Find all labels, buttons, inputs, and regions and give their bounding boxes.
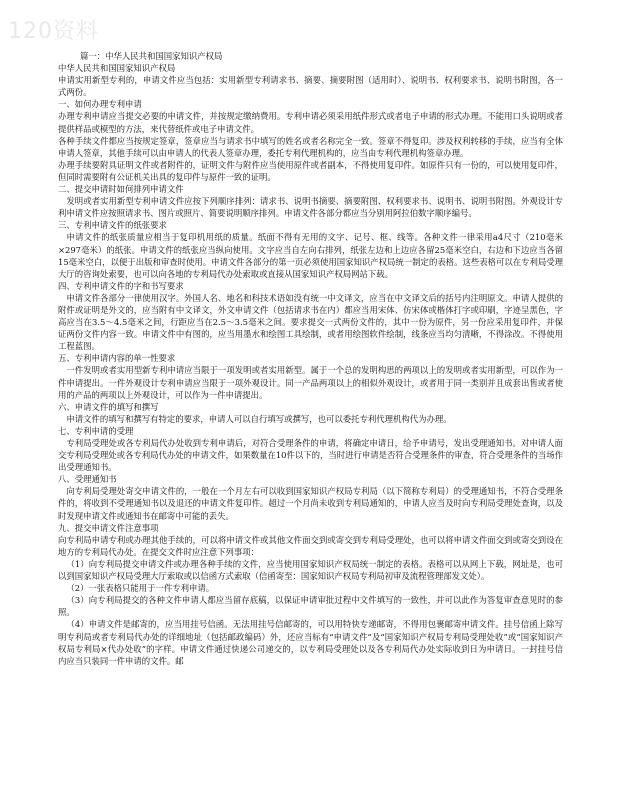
section-heading: 二、提交申请时如何排列申请文件: [58, 184, 184, 195]
section-heading: 八、受理通知书: [58, 474, 117, 485]
paragraph: 办理手续要附具证明文件或者附件的，证明文件与附件应当使用原件或者副本，不得使用复印件。如原件只有一份的，可以使用复印件，但同时需要附有公证机关出具的复印件与原件一致的证明。: [58, 159, 563, 182]
page-title: 篇一：中华人民共和国国家知识产权局: [80, 51, 223, 61]
section-heading: 三、专利申请文件的纸张要求: [58, 220, 167, 231]
paragraph: 申请文件的填写和撰写有特定的要求，申请人可以自行填写或撰写，也可以委托专利代理机构代为办理。: [66, 413, 452, 424]
paragraph: 专利局受理处或各专利局代办处收到专利申请后，对符合受理条件的申请，将确定申请日，给予申请号，发出受理通知书。对申请人面交专利局受理处或各专利局代办处的申请文件，如果数量在10件以下的，当时进行申请是否符合受理条件的审查，符合受理条件的当场作出受理通知书。: [58, 438, 563, 473]
paragraph: 申请实用新型专利的，申请文件应当包括：实用新型专利请求书、摘要、摘要附图（适用时）、说明书、权利要求书、说明书附图，各一式两份。: [58, 75, 563, 98]
list-item: （3）向专利局提交的各种文件申请人都应当留存底稿，以保证申请审批过程中文件填写的一致性，并可以此作为答复审查意见时的参照。: [58, 595, 563, 618]
section-heading: 五、专利申请内容的单一性要求: [58, 353, 176, 364]
paragraph: 申请文件的纸张质量应相当于复印机用纸的质量。纸面不得有无用的文字、记号、框、线等。各种文件一律采用a4尺寸（210毫米×297毫米）的纸张。申请文件的纸张应当纵向使用。文字应当自左向右排列，纸张左边和上边应各留25毫米空白，右边和下边应当各留15毫米空白，以便于出版和审查时使用。申请文件各部分的第一页必须使用国家知识产权局统一制定的表格。这些表格可以在专利局受理大厅的咨询处索要，也可以向各地的专利局代办处索取或直接从国家知识产权局网站下载。: [58, 232, 563, 279]
list-item: （4）申请文件是邮寄的，应当用挂号信函。无法用挂号信邮寄的，可以用特快专递邮寄，不得用包裹邮寄申请文件。挂号信函上除写明专利局或者专利局代办处的详细地址（包括邮政编码）外，还应当标有“申请文件”及“国家知识产权局专利局受理处收”或“国家知识产权局专利局×代办处收”的字样。申请文件通过快递公司递交的，以专利局受理处以及各专利局代办处实际收到日为申请日。一封挂号信内应当只装同一件申请的文件。邮: [58, 619, 563, 666]
paragraph: 各种手续文件都应当按规定签章，签章应当与请求书中填写的姓名或者名称完全一致。签章不得复印。涉及权利转移的手续，应当有全体申请人签章，其他手续可以由申请人的代表人签章办理，委托专利代理机构的，应当由专利代理机构签章办理。: [58, 135, 563, 158]
list-item: （1）向专利局提交申请文件或办理各种手续的文件，应当使用国家知识产权局统一制定的表格。表格可以从网上下载，网址是，也可以到国家知识产权局受理大厅索取或以信函方式索取（信函寄至：国家知识产权局专利局初审及流程管理部发文处）。: [58, 558, 563, 582]
section-heading: 四、专利申请文件的字和书写要求: [58, 280, 184, 291]
section-heading: 九、提交申请文件注意事项: [58, 522, 159, 533]
document-body: [58, 50, 563, 667]
paragraph: 向专利局受理处寄交申请文件的，一般在一个月左右可以收到国家知识产权局专利局（以下简称专利局）的受理通知书，不符合受理条件的，将收到不受理通知书以及退还的申请文件复印件。超过一个月尚未收到专利局通知的，申请人应当及时向专利局受理处查询，以及时发现申请文件或通知书在邮寄中可能的丢失。: [58, 486, 563, 521]
org-name: 中华人民共和国国家知识产权局: [58, 63, 176, 74]
paragraph: 申请文件各部分一律使用汉字。外国人名、地名和科技术语如没有统一中文译文，应当在中文译文后的括号内注明原文。申请人提供的附件或证明是外文的，应当附有中文译文，外文申请文件（包括请求书在内）都应当用宋体、仿宋体或楷体打字或印刷，字迹呈黑色，字高应当在3.5～4.5毫米之间，行距应当在2.5～3.5毫米之间。要求提交一式两份文件的，其中一份为原件，另一份应采用复印件，并保证两份文件内容一致。申请文件中有图的，应当用墨水和绘图工具绘制，或者用绘图软件绘制，线条应当均匀清晰，不得涂改。不得使用工程蓝图。: [58, 292, 563, 352]
paragraph: 一件发明或者实用型新专利申请应当限于一项发明或者实用新型。属于一个总的发明构思的两项以上的发明或者实用新型，可以作为一件申请提出。一件外观设计专利申请应当限于一项外观设计。同一产品两项以上的相似外观设计，或者用于同一类别并且成套出售或者使用的产品的两项以上外观设计，可以作为一件申请提出。: [58, 365, 563, 400]
paragraph: 向专利局申请专利或办理其他手续的，可以将申请文件或其他文件面交到或寄交到专利局受理处，也可以将申请文件面交到或寄交到设在地方的专利局代办处。在提交文件时应注意下列事项：: [58, 534, 563, 557]
paragraph: 发明或者实用新型专利申请文件应按下列顺序排列：请求书、说明书摘要、摘要附图、权利要求书、说明书、说明书附图。外观设计专利申请文件应按照请求书、图片或照片、简要说明顺序排列。申请文件各部分都应当分别用阿拉伯数字顺序编号。: [58, 196, 563, 219]
watermark: 120资料: [8, 19, 99, 44]
section-heading: 一、如何办理专利申请: [58, 99, 142, 110]
list-item: （2）一张表格只能用于一件专利申请。: [66, 583, 215, 594]
section-heading: 七、专利申请的受理: [58, 425, 134, 436]
paragraph: 办理专利申请应当提交必要的申请文件，并按规定缴纳费用。专利申请必须采用纸件形式或者电子申请的形式办理。不能用口头说明或者提供样品或模型的方法，来代替纸件或电子申请文件。: [58, 111, 563, 134]
section-heading: 六、申请文件的填写和撰写: [58, 401, 159, 412]
